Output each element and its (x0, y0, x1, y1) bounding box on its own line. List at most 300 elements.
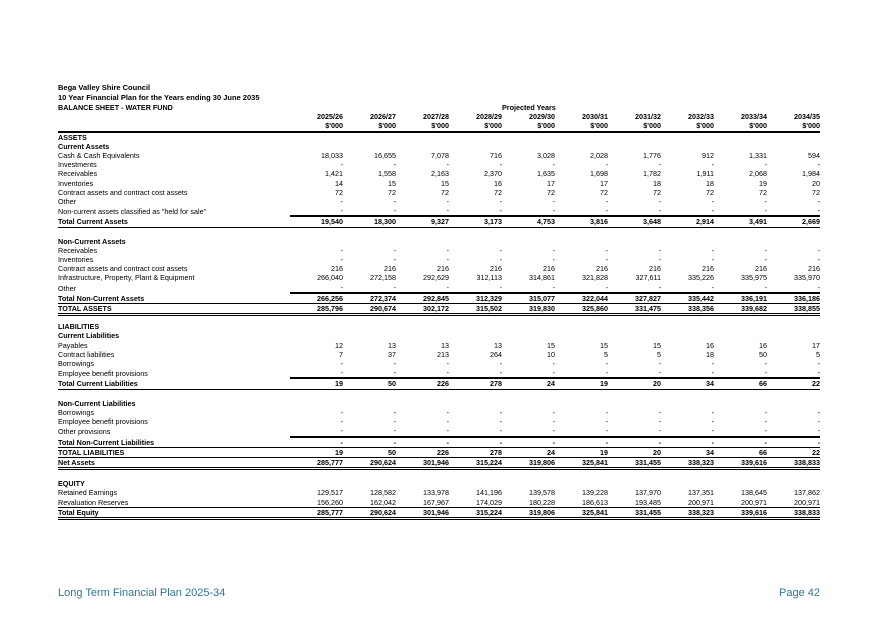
table-row (58, 378, 820, 389)
value-cell (396, 331, 449, 340)
value-cell: - (446, 359, 449, 369)
value-cell: 335,975 (741, 273, 767, 283)
value-cell (343, 142, 396, 151)
table-row (58, 283, 820, 293)
value-cell: 2,028 (590, 151, 608, 161)
value-cell (714, 103, 767, 112)
value-cell: - (764, 160, 767, 170)
units-header: $'000 (502, 121, 555, 131)
value-cell: 50 (343, 378, 396, 389)
value-cell: 7,078 (431, 151, 449, 161)
value-cell: - (658, 197, 661, 207)
table-row (58, 264, 820, 273)
value-cell: - (711, 245, 714, 255)
header-row-years (58, 112, 820, 121)
value-cell (343, 103, 396, 112)
value-cell: - (446, 407, 449, 417)
row-label: Inventories (58, 255, 94, 265)
row-label: Current Assets (58, 141, 110, 151)
value-cell: 335,442 (661, 293, 714, 304)
value-cell: 18 (653, 178, 661, 188)
value-cell: 16,655 (374, 151, 396, 161)
value-cell: 24 (502, 447, 555, 457)
value-cell: - (340, 206, 343, 216)
row-label: Net Assets (58, 457, 290, 468)
value-cell: - (393, 417, 396, 427)
value-cell (661, 322, 714, 331)
value-cell (449, 237, 502, 246)
table-row (58, 488, 820, 497)
row-label: EQUITY (58, 479, 85, 489)
table-row (58, 331, 820, 340)
value-cell (608, 103, 661, 112)
value-cell: - (446, 206, 449, 216)
value-cell: 2,914 (661, 216, 714, 227)
table-row (58, 359, 820, 368)
value-cell: 156,260 (290, 498, 343, 508)
value-cell: 1,698 (590, 169, 608, 179)
row-label: Total Non-Current Liabilities (58, 437, 290, 448)
value-cell: - (343, 437, 396, 448)
value-cell: - (446, 368, 449, 378)
value-cell (290, 479, 343, 488)
value-cell: 216 (543, 264, 555, 274)
value-cell: 301,946 (396, 507, 449, 518)
value-cell: 315,077 (502, 293, 555, 304)
row-label: TOTAL ASSETS (58, 304, 290, 315)
value-cell: 912 (702, 151, 714, 161)
value-cell: 10 (547, 349, 555, 359)
value-cell (396, 132, 449, 142)
value-cell: 193,485 (608, 498, 661, 508)
value-cell: 266,040 (317, 273, 343, 283)
value-cell: 319,806 (502, 507, 555, 518)
value-cell: - (446, 160, 449, 170)
value-cell: - (764, 282, 767, 292)
row-label: Current Liabilities (58, 331, 120, 341)
value-cell: 72 (600, 187, 608, 197)
value-cell: 338,323 (661, 457, 714, 468)
table-row (58, 417, 820, 426)
value-cell: - (764, 245, 767, 255)
value-cell: 338,323 (661, 507, 714, 518)
value-cell: 216 (649, 264, 661, 274)
value-cell: 1,776 (643, 151, 661, 161)
value-cell: 216 (490, 264, 502, 274)
value-cell: 2,669 (767, 216, 820, 227)
value-cell: - (605, 282, 608, 292)
year-header: 2027/28 (423, 112, 449, 122)
value-cell: 13 (441, 340, 449, 350)
value-cell: - (711, 368, 714, 378)
spacer-row (58, 389, 820, 399)
value-cell: 72 (388, 187, 396, 197)
value-cell: 19 (290, 447, 343, 457)
value-cell: 72 (653, 187, 661, 197)
table-row (58, 151, 820, 160)
value-cell: 264 (490, 349, 502, 359)
year-header: 2034/35 (794, 112, 820, 122)
table-row (58, 132, 820, 142)
value-cell: - (340, 255, 343, 265)
value-cell: 19 (290, 378, 343, 389)
value-cell: 72 (335, 187, 343, 197)
value-cell: 5 (657, 349, 661, 359)
value-cell (290, 331, 343, 340)
value-cell: 325,860 (555, 304, 608, 315)
value-cell: - (711, 197, 714, 207)
row-label: Non-Current Assets (58, 236, 126, 246)
value-cell: - (817, 255, 820, 265)
value-cell: 17 (547, 178, 555, 188)
value-cell: 72 (759, 187, 767, 197)
value-cell (290, 399, 343, 408)
value-cell: - (340, 359, 343, 369)
spacer-cell (58, 227, 820, 237)
value-cell: - (817, 426, 820, 436)
value-cell (290, 237, 343, 246)
value-cell: - (340, 417, 343, 427)
value-cell: 319,806 (502, 457, 555, 468)
value-cell: 19 (759, 178, 767, 188)
value-cell: - (552, 407, 555, 417)
value-cell: 336,191 (714, 293, 767, 304)
value-cell: - (393, 255, 396, 265)
value-cell: - (340, 426, 343, 436)
value-cell: 15 (547, 340, 555, 350)
projected-years-label: Projected Years (502, 103, 556, 112)
value-cell: 18 (706, 349, 714, 359)
value-cell: 15 (388, 178, 396, 188)
value-cell: 19,540 (290, 216, 343, 227)
value-cell: 292,845 (396, 293, 449, 304)
value-cell (449, 399, 502, 408)
value-cell: 272,158 (370, 273, 396, 283)
value-cell: - (817, 282, 820, 292)
value-cell (767, 237, 820, 246)
council-name: Bega Valley Shire Council (58, 83, 151, 92)
value-cell (714, 322, 767, 331)
table-row (58, 479, 820, 488)
value-cell (502, 322, 555, 331)
value-cell: 312,329 (449, 293, 502, 304)
value-cell: 16 (706, 340, 714, 350)
value-cell: 137,351 (688, 488, 714, 498)
value-cell: 278 (449, 378, 502, 389)
value-cell: 17 (812, 340, 820, 350)
value-cell: - (499, 160, 502, 170)
plan-title: 10 Year Financial Plan for the Years ending 30 June 2035 (58, 93, 260, 102)
value-cell: - (658, 359, 661, 369)
value-cell: 266,256 (290, 293, 343, 304)
value-cell: 322,044 (555, 293, 608, 304)
value-cell: 16 (759, 340, 767, 350)
value-cell: - (552, 359, 555, 369)
value-cell (661, 103, 714, 112)
table-row (58, 273, 820, 282)
value-cell: 315,502 (449, 304, 502, 315)
value-cell: 15 (441, 178, 449, 188)
value-cell (343, 479, 396, 488)
value-cell: - (711, 255, 714, 265)
value-cell: - (764, 359, 767, 369)
value-cell: 18,300 (343, 216, 396, 227)
value-cell (555, 142, 608, 151)
value-cell: - (446, 197, 449, 207)
value-cell: - (767, 437, 820, 448)
value-cell: 3,173 (449, 216, 502, 227)
row-label: Infrastructure, Property, Plant & Equipment (58, 273, 195, 283)
value-cell: - (658, 426, 661, 436)
value-cell: - (608, 437, 661, 448)
value-cell: - (605, 426, 608, 436)
value-cell: 285,796 (290, 304, 343, 315)
value-cell: - (393, 368, 396, 378)
table-row (58, 188, 820, 197)
row-label: Total Current Assets (58, 216, 290, 227)
value-cell: - (552, 417, 555, 427)
value-cell: - (499, 245, 502, 255)
value-cell: 339,682 (714, 304, 767, 315)
value-cell: - (393, 197, 396, 207)
value-cell (396, 322, 449, 331)
value-cell (608, 237, 661, 246)
value-cell (449, 132, 502, 142)
value-cell (608, 142, 661, 151)
row-label: Receivables (58, 245, 98, 255)
year-header: 2030/31 (582, 112, 608, 122)
value-cell: 272,374 (343, 293, 396, 304)
value-cell: 139,578 (529, 488, 555, 498)
value-cell: - (605, 245, 608, 255)
value-cell: 34 (661, 378, 714, 389)
value-cell: 180,228 (502, 498, 555, 508)
value-cell (502, 237, 555, 246)
row-label (58, 112, 290, 121)
value-cell: - (446, 282, 449, 292)
value-cell (714, 142, 767, 151)
row-label: Other (58, 283, 76, 293)
value-cell: 339,616 (714, 507, 767, 518)
value-cell: 72 (706, 187, 714, 197)
value-cell (661, 399, 714, 408)
value-cell (555, 322, 608, 331)
value-cell: - (817, 245, 820, 255)
value-cell (767, 322, 820, 331)
value-cell: 3,648 (608, 216, 661, 227)
value-cell (661, 479, 714, 488)
value-cell: 1,421 (325, 169, 343, 179)
value-cell: - (340, 197, 343, 207)
value-cell: - (711, 160, 714, 170)
value-cell: 20 (608, 378, 661, 389)
value-cell: 37 (388, 349, 396, 359)
spacer-row (58, 315, 820, 323)
value-cell: 24 (502, 378, 555, 389)
year-header: 2029/30 (529, 112, 555, 122)
units-header: $'000 (608, 121, 661, 131)
value-cell: 186,613 (555, 498, 608, 508)
row-label: Retained Earnings (58, 488, 118, 498)
row-label: Contract assets and contract cost assets (58, 187, 188, 197)
table-row (58, 197, 820, 206)
value-cell: 14 (335, 178, 343, 188)
value-cell: - (605, 255, 608, 265)
spacer-cell (58, 469, 820, 480)
value-cell: - (393, 206, 396, 216)
value-cell: - (764, 426, 767, 436)
value-cell (343, 322, 396, 331)
value-cell: - (711, 206, 714, 216)
value-cell (767, 132, 820, 142)
value-cell (714, 399, 767, 408)
spacer-cell (58, 389, 820, 399)
value-cell: - (764, 407, 767, 417)
value-cell: 66 (714, 447, 767, 457)
value-cell: 302,172 (396, 304, 449, 315)
value-cell: 128,582 (370, 488, 396, 498)
value-cell (449, 103, 502, 112)
value-cell: 1,635 (537, 169, 555, 179)
value-cell: 137,862 (794, 488, 820, 498)
value-cell: - (290, 437, 343, 448)
table-row (58, 206, 820, 216)
value-cell: 1,911 (696, 169, 714, 179)
row-label: Borrowings (58, 407, 94, 417)
value-cell (396, 479, 449, 488)
value-cell: - (446, 417, 449, 427)
value-cell: 339,616 (714, 457, 767, 468)
value-cell: 1,331 (749, 151, 767, 161)
value-cell: 7 (339, 349, 343, 359)
value-cell: 72 (441, 187, 449, 197)
value-cell: 335,970 (794, 273, 820, 283)
value-cell (608, 322, 661, 331)
value-cell: 319,830 (502, 304, 555, 315)
table-row (58, 255, 820, 264)
year-header: 2031/32 (635, 112, 661, 122)
value-cell: - (552, 282, 555, 292)
table-row (58, 169, 820, 178)
value-cell (396, 399, 449, 408)
value-cell: 200,971 (767, 498, 820, 508)
value-cell (555, 479, 608, 488)
value-cell: 19 (555, 447, 608, 457)
table-row (58, 246, 820, 255)
units-header: $'000 (714, 121, 767, 131)
value-cell: 5 (816, 349, 820, 359)
value-cell: - (711, 417, 714, 427)
table-row (58, 304, 820, 315)
value-cell: 315,224 (449, 457, 502, 468)
sheet-title: BALANCE SHEET - WATER FUND (58, 103, 173, 112)
value-cell: - (340, 245, 343, 255)
value-cell: - (711, 359, 714, 369)
row-label (58, 121, 290, 131)
value-cell: 139,228 (582, 488, 608, 498)
value-cell: - (605, 160, 608, 170)
row-label: Employee benefit provisions (58, 369, 148, 379)
value-cell: 3,816 (555, 216, 608, 227)
value-cell: 331,455 (608, 457, 661, 468)
value-cell (767, 331, 820, 340)
value-cell (290, 322, 343, 331)
row-label: Investments (58, 160, 97, 170)
value-cell (714, 237, 767, 246)
table-row (58, 437, 820, 448)
value-cell: - (552, 255, 555, 265)
value-cell (767, 399, 820, 408)
value-cell (608, 132, 661, 142)
row-label: TOTAL LIABILITIES (58, 447, 290, 457)
value-cell (767, 479, 820, 488)
value-cell: - (605, 197, 608, 207)
value-cell: 335,226 (688, 273, 714, 283)
row-label: Total Current Liabilities (58, 378, 290, 389)
value-cell (714, 132, 767, 142)
value-cell: 338,833 (767, 457, 820, 468)
row-label: Total Non-Current Assets (58, 293, 290, 304)
value-cell: - (661, 437, 714, 448)
value-cell: 19 (555, 378, 608, 389)
value-cell: - (552, 206, 555, 216)
value-cell: 315,224 (449, 507, 502, 518)
value-cell: 213 (437, 349, 449, 359)
value-cell: - (605, 368, 608, 378)
value-cell (661, 142, 714, 151)
year-header: 2026/27 (370, 112, 396, 122)
value-cell (290, 103, 343, 112)
value-cell: 290,624 (343, 457, 396, 468)
value-cell: - (393, 282, 396, 292)
value-cell: 594 (808, 151, 820, 161)
value-cell: - (658, 160, 661, 170)
value-cell: 336,186 (767, 293, 820, 304)
value-cell: 17 (600, 178, 608, 188)
row-label: Revaluation Reserves (58, 498, 290, 508)
value-cell: 18,033 (321, 151, 343, 161)
value-cell: 2,163 (431, 169, 449, 179)
table-row (58, 457, 820, 468)
balance-sheet-table (58, 103, 820, 520)
value-cell (502, 142, 555, 151)
value-cell: 167,967 (396, 498, 449, 508)
value-cell (555, 103, 608, 112)
value-cell: 327,611 (635, 273, 661, 283)
value-cell: - (396, 437, 449, 448)
row-label: Other (58, 197, 76, 207)
value-cell: 2,068 (749, 169, 767, 179)
value-cell: 331,455 (608, 507, 661, 518)
value-cell (502, 479, 555, 488)
value-cell (449, 322, 502, 331)
table-row (58, 368, 820, 378)
row-label: Non-current assets classified as "held for sale" (58, 207, 207, 217)
value-cell (608, 479, 661, 488)
value-cell (555, 331, 608, 340)
value-cell (661, 237, 714, 246)
value-cell (502, 399, 555, 408)
value-cell: 13 (388, 340, 396, 350)
footer (58, 586, 820, 600)
row-label: Cash & Cash Equivalents (58, 151, 140, 161)
value-cell: - (817, 417, 820, 427)
value-cell: 1,558 (378, 169, 396, 179)
value-cell: - (714, 437, 767, 448)
table-row (58, 399, 820, 408)
year-header: 2028/29 (476, 112, 502, 122)
value-cell: 15 (600, 340, 608, 350)
